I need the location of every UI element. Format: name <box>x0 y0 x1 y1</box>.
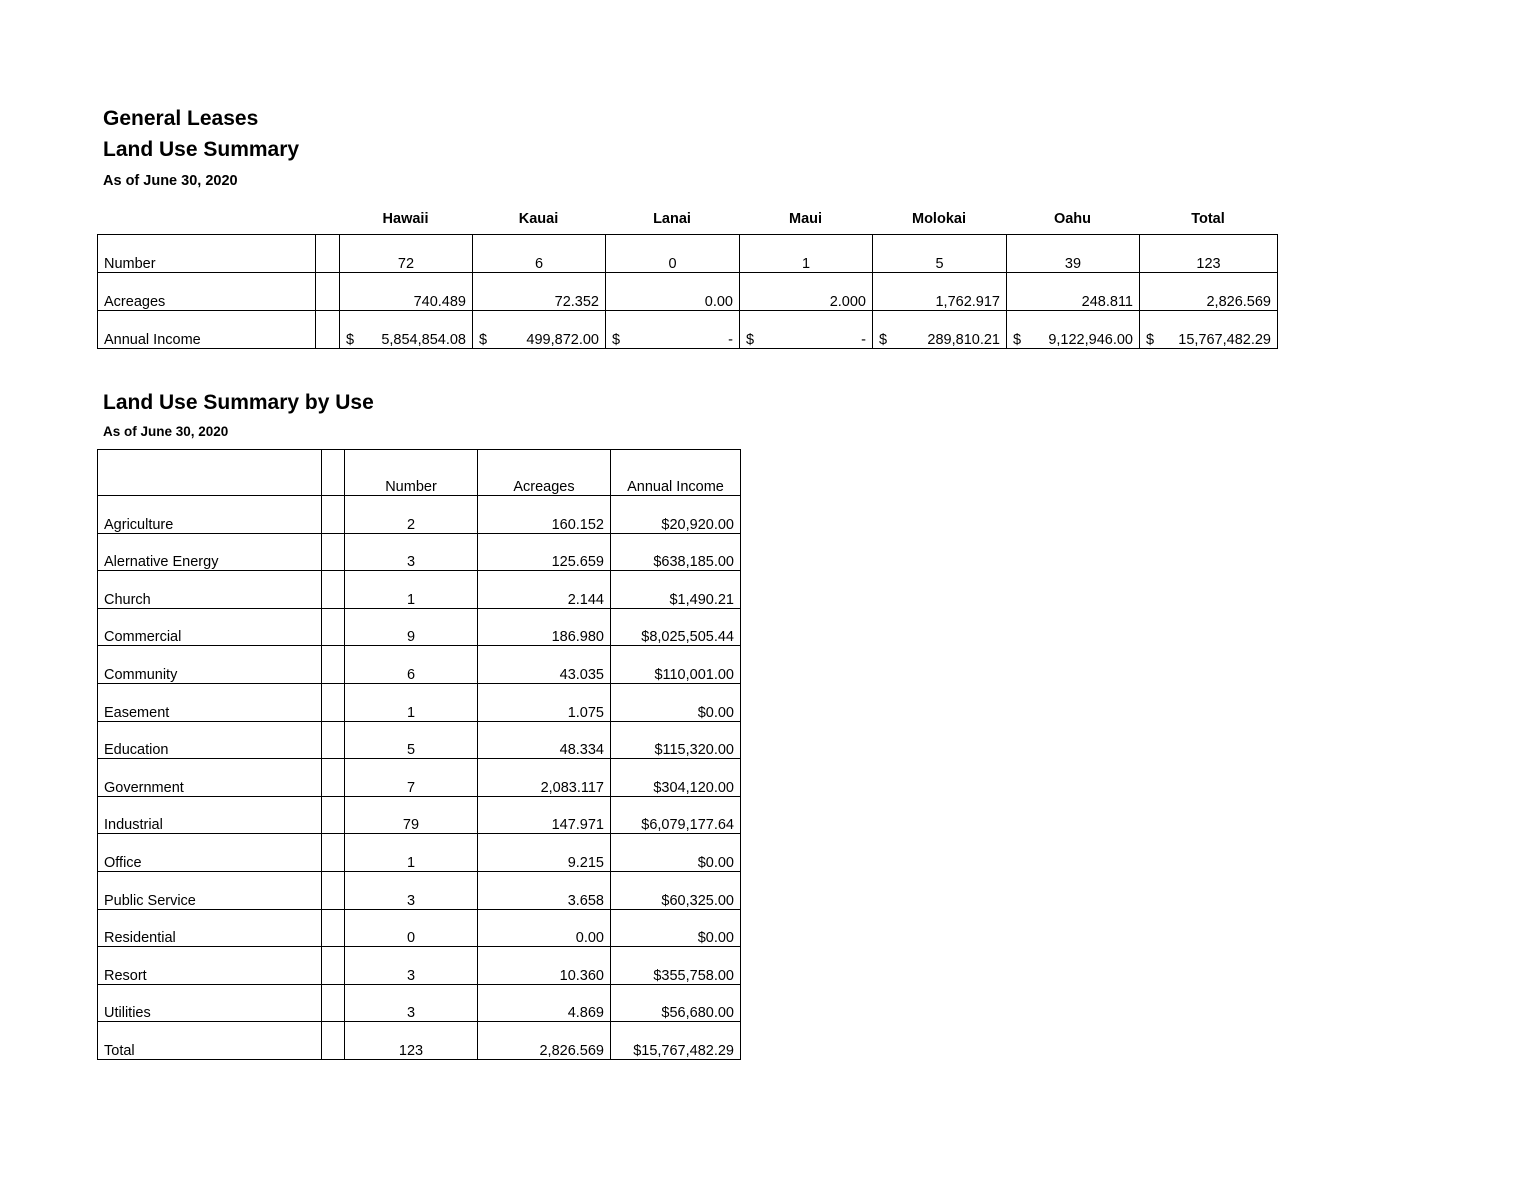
use-acreages-cell: 1.075 <box>478 683 611 721</box>
use-acreages-cell: 147.971 <box>478 796 611 834</box>
use-income-cell: $15,767,482.29 <box>611 1022 741 1060</box>
table-row <box>98 834 741 872</box>
island-row-label: Acreages <box>98 273 316 311</box>
use-label: Agriculture <box>98 496 322 534</box>
use-income-cell: $1,490.21 <box>611 571 741 609</box>
island-column-header-total: Total <box>1191 211 1225 227</box>
subtitle-as-of-date-2: As of June 30, 2020 <box>103 424 229 439</box>
spacer-cell <box>322 796 345 834</box>
currency-value: 5,854,854.08 <box>381 332 466 348</box>
section-title-land-use-summary-by-use: Land Use Summary by Use <box>103 391 374 414</box>
table-row <box>98 608 741 646</box>
spacer-cell <box>316 273 340 311</box>
use-label: Industrial <box>98 796 322 834</box>
use-number-cell: 3 <box>345 984 478 1022</box>
island-data-cell: 72 <box>340 235 473 273</box>
use-number-cell: 3 <box>345 533 478 571</box>
island-column-header-lanai: Lanai <box>653 211 691 227</box>
use-label: Community <box>98 646 322 684</box>
use-label: Easement <box>98 683 322 721</box>
use-income-cell: $6,079,177.64 <box>611 796 741 834</box>
table-row <box>98 646 741 684</box>
use-acreages-cell: 2,826.569 <box>478 1022 611 1060</box>
use-label: Total <box>98 1022 322 1060</box>
spacer-cell <box>322 683 345 721</box>
use-number-cell: 3 <box>345 947 478 985</box>
island-column-header-maui: Maui <box>788 211 823 227</box>
island-data-cell <box>873 311 1007 349</box>
spacer-cell <box>322 721 345 759</box>
island-column-header-oahu: Oahu <box>1053 211 1092 227</box>
page-title-general-leases: General Leases <box>103 107 259 130</box>
use-label: Residential <box>98 909 322 947</box>
island-data-cell <box>473 311 606 349</box>
table-row <box>98 721 741 759</box>
spacer-cell <box>316 311 340 349</box>
page-title-land-use-summary: Land Use Summary <box>103 138 300 161</box>
spacer-cell <box>322 533 345 571</box>
use-acreages-cell: 4.869 <box>478 984 611 1022</box>
use-income-cell: $355,758.00 <box>611 947 741 985</box>
currency-symbol: $ <box>612 332 621 348</box>
table-row <box>98 235 1278 273</box>
use-number-cell: 2 <box>345 496 478 534</box>
table-row <box>98 273 1278 311</box>
use-income-cell: $110,001.00 <box>611 646 741 684</box>
land-use-summary-by-use-table <box>97 449 741 1060</box>
use-income-cell: $60,325.00 <box>611 871 741 909</box>
island-row-label: Annual Income <box>98 311 316 349</box>
use-acreages-cell: 2,083.117 <box>478 759 611 797</box>
currency-symbol: $ <box>479 332 488 348</box>
land-use-summary-island-table <box>97 234 1278 349</box>
currency-symbol: $ <box>879 332 888 348</box>
spacer-cell <box>322 496 345 534</box>
table-total-row <box>98 1022 741 1060</box>
table-row <box>98 984 741 1022</box>
use-income-cell: $56,680.00 <box>611 984 741 1022</box>
use-acreages-cell: 9.215 <box>478 834 611 872</box>
use-acreages-cell: 10.360 <box>478 947 611 985</box>
use-acreages-cell: 186.980 <box>478 608 611 646</box>
currency-value: 15,767,482.29 <box>1178 332 1271 348</box>
island-data-cell <box>340 311 473 349</box>
use-acreages-cell: 3.658 <box>478 871 611 909</box>
spacer-cell <box>322 608 345 646</box>
island-data-cell: 2,826.569 <box>1140 273 1278 311</box>
use-number-cell: 0 <box>345 909 478 947</box>
use-number-cell: 1 <box>345 571 478 609</box>
use-income-cell: $115,320.00 <box>611 721 741 759</box>
use-income-cell: $304,120.00 <box>611 759 741 797</box>
use-acreages-cell: 125.659 <box>478 533 611 571</box>
spacer-cell <box>322 984 345 1022</box>
use-column-header-acreages: Acreages <box>478 450 611 496</box>
spacer-cell <box>316 235 340 273</box>
currency-value: 289,810.21 <box>927 332 1000 348</box>
use-number-cell: 9 <box>345 608 478 646</box>
use-label: Utilities <box>98 984 322 1022</box>
table-row <box>98 683 741 721</box>
island-column-header-hawaii: Hawaii <box>382 211 429 227</box>
use-label: Education <box>98 721 322 759</box>
use-header-blank <box>98 450 322 496</box>
use-acreages-cell: 160.152 <box>478 496 611 534</box>
table-row <box>98 909 741 947</box>
use-number-cell: 5 <box>345 721 478 759</box>
spacer-cell <box>322 947 345 985</box>
table-row <box>98 759 741 797</box>
island-data-cell <box>606 311 740 349</box>
island-data-cell <box>1140 311 1278 349</box>
use-label: Alernative Energy <box>98 533 322 571</box>
use-income-cell: $0.00 <box>611 683 741 721</box>
currency-value: - <box>728 332 733 348</box>
island-table-column-headers <box>339 211 1277 227</box>
use-label: Government <box>98 759 322 797</box>
use-acreages-cell: 2.144 <box>478 571 611 609</box>
spacer-cell <box>322 834 345 872</box>
island-data-cell: 248.811 <box>1007 273 1140 311</box>
currency-value: 9,122,946.00 <box>1048 332 1133 348</box>
table-row <box>98 796 741 834</box>
island-data-cell: 6 <box>473 235 606 273</box>
currency-symbol: $ <box>1013 332 1022 348</box>
spacer-cell <box>322 909 345 947</box>
island-data-cell: 740.489 <box>340 273 473 311</box>
use-label: Commercial <box>98 608 322 646</box>
use-number-cell: 1 <box>345 834 478 872</box>
use-income-cell: $20,920.00 <box>611 496 741 534</box>
spacer-cell <box>322 450 345 496</box>
use-number-cell: 1 <box>345 683 478 721</box>
island-column-header-molokai: Molokai <box>912 211 966 227</box>
subtitle-as-of-date-1: As of June 30, 2020 <box>103 173 238 189</box>
spacer-cell <box>322 571 345 609</box>
currency-value: - <box>861 332 866 348</box>
use-income-cell: $0.00 <box>611 834 741 872</box>
spacer-cell <box>322 871 345 909</box>
use-label: Resort <box>98 947 322 985</box>
table-row <box>98 871 741 909</box>
spacer-cell <box>322 1022 345 1060</box>
use-column-header-income: Annual Income <box>611 450 741 496</box>
island-data-cell: 39 <box>1007 235 1140 273</box>
use-column-header-number: Number <box>345 450 478 496</box>
spacer-cell <box>322 759 345 797</box>
table-row <box>98 571 741 609</box>
use-acreages-cell: 43.035 <box>478 646 611 684</box>
island-data-cell: 0.00 <box>606 273 740 311</box>
currency-symbol: $ <box>746 332 755 348</box>
use-acreages-cell: 0.00 <box>478 909 611 947</box>
use-number-cell: 6 <box>345 646 478 684</box>
island-data-cell <box>1007 311 1140 349</box>
use-acreages-cell: 48.334 <box>478 721 611 759</box>
spacer-cell <box>322 646 345 684</box>
currency-symbol: $ <box>1146 332 1155 348</box>
use-label: Public Service <box>98 871 322 909</box>
table-row <box>98 311 1278 349</box>
use-number-cell: 79 <box>345 796 478 834</box>
currency-value: 499,872.00 <box>526 332 599 348</box>
use-income-cell: $8,025,505.44 <box>611 608 741 646</box>
island-data-cell: 72.352 <box>473 273 606 311</box>
island-data-cell: 1,762.917 <box>873 273 1007 311</box>
island-column-header-kauai: Kauai <box>518 211 559 227</box>
use-income-cell: $638,185.00 <box>611 533 741 571</box>
use-number-cell: 7 <box>345 759 478 797</box>
island-data-cell: 123 <box>1140 235 1278 273</box>
island-data-cell: 1 <box>740 235 873 273</box>
table-row <box>98 533 741 571</box>
currency-symbol: $ <box>346 332 355 348</box>
table-row <box>98 947 741 985</box>
table-header-row <box>98 450 741 496</box>
use-label: Church <box>98 571 322 609</box>
use-number-cell: 123 <box>345 1022 478 1060</box>
island-data-cell <box>740 311 873 349</box>
use-income-cell: $0.00 <box>611 909 741 947</box>
use-label: Office <box>98 834 322 872</box>
island-data-cell: 5 <box>873 235 1007 273</box>
island-row-label: Number <box>98 235 316 273</box>
island-data-cell: 0 <box>606 235 740 273</box>
use-number-cell: 3 <box>345 871 478 909</box>
island-data-cell: 2.000 <box>740 273 873 311</box>
table-row <box>98 496 741 534</box>
